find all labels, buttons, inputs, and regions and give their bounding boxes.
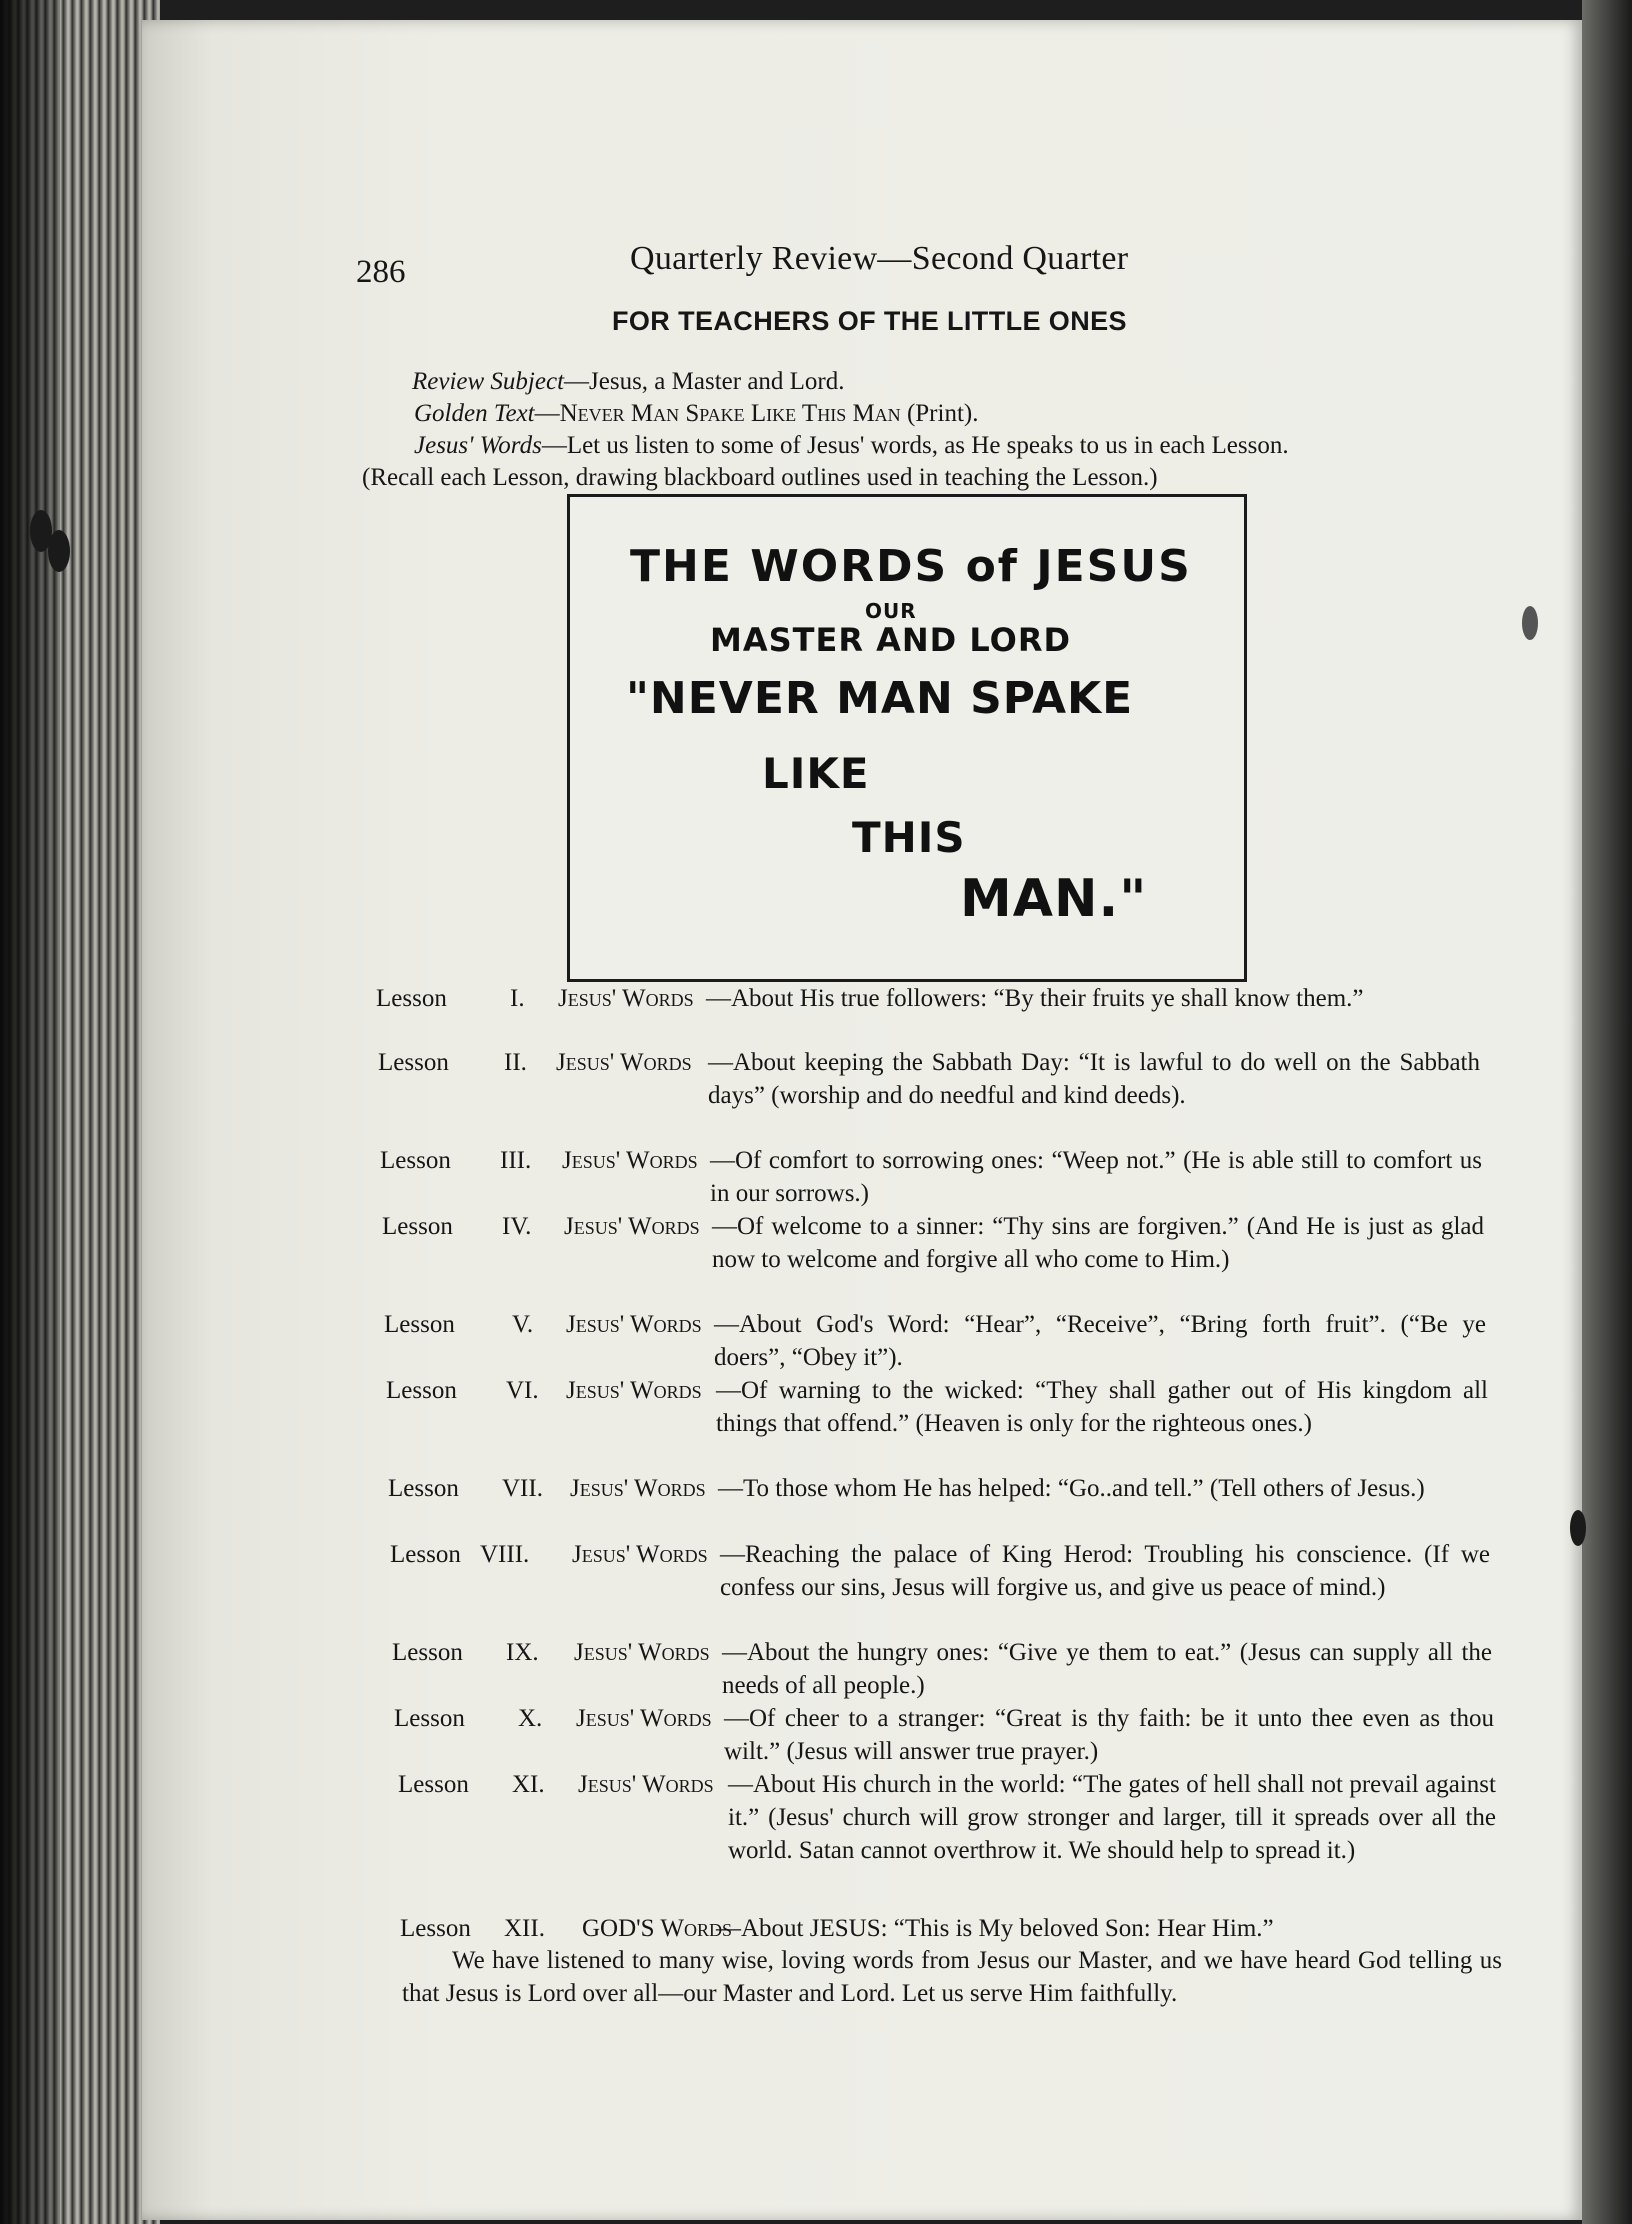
lesson-entry [376, 982, 1480, 1048]
lesson-label: Lesson [382, 1213, 453, 1240]
lesson-text: —About JESUS: “This is My beloved Son: Hear Him.” [716, 1915, 1274, 1942]
jesus-words-label: Jesus' Words [414, 432, 542, 459]
lesson-entry [380, 1144, 1482, 1210]
lesson-number: IV. [502, 1213, 532, 1240]
lesson-entry [392, 1636, 1492, 1702]
lesson-text: —To those whom He has helped: “Go..and tell.” (Tell others of Jesus.) [718, 1475, 1425, 1502]
board-line-5: LIKE [762, 749, 870, 798]
lesson-number: V. [512, 1311, 534, 1338]
lesson-text: —Of comfort to sorrowing ones: “Weep not.” (He is able still to comfort us in our sorrows.) [710, 1147, 1482, 1207]
lesson-entry [398, 1768, 1496, 1900]
lesson-text: —About the hungry ones: “Give ye them to eat.” (Jesus can supply all the needs of all people.) [722, 1639, 1492, 1699]
lesson-label: Lesson [378, 1049, 449, 1076]
lesson-text: —About His true followers: “By their fruits ye shall know them.” [706, 985, 1364, 1012]
lesson-label: Lesson [388, 1475, 459, 1502]
blackboard-outline [567, 494, 1247, 982]
lesson-heading: Jesus' Words [566, 1311, 702, 1338]
running-head: Quarterly Review—Second Quarter [630, 240, 1129, 277]
lesson-entry [394, 1702, 1494, 1768]
lesson-label: Lesson [376, 985, 447, 1012]
page-right-edge [1582, 0, 1632, 2224]
lesson-entry [378, 1046, 1480, 1145]
lesson-heading: Jesus' Words [562, 1147, 698, 1174]
section-title: FOR TEACHERS OF THE LITTLE ONES [612, 306, 1127, 336]
lesson-label: Lesson [400, 1915, 471, 1942]
lesson-label: Lesson [392, 1639, 463, 1666]
lesson-entry [382, 1210, 1484, 1309]
binding-hole [48, 530, 70, 572]
spine-shadow [0, 0, 60, 2224]
closing-paragraph: We have listened to many wise, loving words from Jesus our Master, and we have heard God telling us that Jesus is Lord over all—our Master and Lord. Let us serve Him faithfully. [402, 1947, 1502, 2007]
golden-text-line [414, 400, 978, 428]
golden-text-label: Golden Text [414, 400, 535, 427]
lesson-number: XI. [512, 1771, 545, 1798]
lesson-entry [384, 1308, 1486, 1374]
lesson-heading: Jesus' Words [556, 1049, 692, 1076]
lesson-number: II. [504, 1049, 527, 1076]
board-line-4: "NEVER MAN SPAKE [626, 673, 1134, 724]
lesson-text: —Reaching the palace of King Herod: Troubling his conscience. (If we confess our sins, Jesus will forgive us, and give us peace of mind.) [720, 1541, 1490, 1601]
page-mark [1570, 1510, 1586, 1546]
lesson-label: Lesson [384, 1311, 455, 1338]
lesson-number: VII. [502, 1475, 543, 1502]
lesson-text: —Of cheer to a stranger: “Great is thy faith: be it unto thee even as thou wilt.” (Jesus will answer true prayer.) [724, 1705, 1494, 1765]
lesson-heading: Jesus' Words [574, 1639, 710, 1666]
board-line-7: MAN." [960, 869, 1148, 929]
recall-line: (Recall each Lesson, drawing blackboard outlines used in teaching the Lesson.) [362, 464, 1158, 491]
lesson-label: Lesson [380, 1147, 451, 1174]
page-number: 286 [356, 254, 406, 290]
lesson-text: —Of welcome to a sinner: “Thy sins are forgiven.” (And He is just as glad now to welcome and forgive all who come to Him.) [712, 1213, 1484, 1273]
lesson-number: III. [500, 1147, 532, 1174]
lesson-entry [386, 1374, 1488, 1473]
lesson-heading: Jesus' Words [576, 1705, 712, 1732]
lesson-heading: Jesus' Words [564, 1213, 700, 1240]
review-subject-line [412, 368, 845, 396]
lesson-text: —Of warning to the wicked: “They shall gather out of His kingdom all things that offend.” (Heaven is only for the righteous ones.) [716, 1377, 1488, 1437]
lesson-text: —About keeping the Sabbath Day: “It is lawful to do well on the Sabbath days” (worship and do needful and kind deeds). [708, 1049, 1480, 1109]
lesson-number: XII. [504, 1915, 545, 1942]
jesus-words-text: —Let us listen to some of Jesus' words, as He speaks to us in each Lesson. [541, 432, 1289, 459]
lesson-label: Lesson [398, 1771, 469, 1798]
lesson-text: —About His church in the world: “The gates of hell shall not prevail against it.” (Jesus' church will grow stronger and larger, till it spreads over all the world. Satan cannot overthrow it. We should help to spread it.) [728, 1771, 1496, 1864]
golden-text-value: —Never Man Spake Like This Man [534, 400, 901, 427]
board-line-3: MASTER AND LORD [710, 621, 1072, 659]
page-mark [1522, 606, 1538, 640]
lesson-label: Lesson [394, 1705, 465, 1732]
golden-text-suffix: (Print). [900, 400, 979, 427]
lesson-heading: GOD'S Words [582, 1915, 732, 1942]
lesson-entry [390, 1538, 1490, 1637]
lesson-number: VIII. [480, 1541, 530, 1568]
lesson-label: Lesson [390, 1541, 461, 1568]
lesson-heading: Jesus' Words [558, 985, 694, 1012]
lesson-number: I. [510, 985, 525, 1012]
lesson-entry [388, 1472, 1488, 1538]
review-subject-label: Review Subject [412, 368, 565, 395]
lesson-label: Lesson [386, 1377, 457, 1404]
lesson-entry [400, 1912, 1500, 1945]
board-line-2: OUR [865, 599, 917, 623]
lesson-number: VI. [506, 1377, 539, 1404]
lesson-heading: Jesus' Words [578, 1771, 714, 1798]
board-line-6: THIS [852, 813, 966, 862]
lesson-text: —About God's Word: “Hear”, “Receive”, “Bring forth fruit”. (“Be ye doers”, “Obey it”). [714, 1311, 1486, 1371]
lesson-number: IX. [506, 1639, 539, 1666]
review-subject-text: —Jesus, a Master and Lord. [564, 368, 845, 395]
board-line-1: THE WORDS of JESUS [630, 541, 1192, 592]
lesson-number: X. [518, 1705, 543, 1732]
lesson-heading: Jesus' Words [572, 1541, 708, 1568]
lesson-heading: Jesus' Words [566, 1377, 702, 1404]
lesson-heading: Jesus' Words [570, 1475, 706, 1502]
jesus-words-line [414, 432, 1289, 460]
